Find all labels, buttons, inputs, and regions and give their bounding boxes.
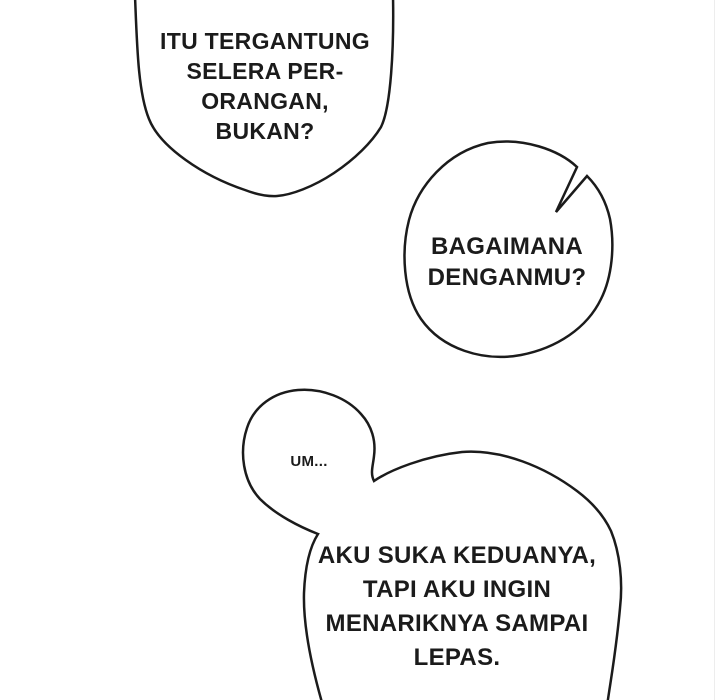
speech-bubble-2-text [402,231,612,293]
speech-text-line: TAPI AKU INGIN [362,576,552,603]
speech-bubble-1-text [110,26,420,146]
speech-text-line: LEPAS. [413,644,501,671]
speech-text-line: UM... [290,453,328,470]
speech-text-line: ORANGAN, [201,88,329,114]
speech-text-line: SELERA PER- [186,58,344,84]
page-edge-line [714,0,715,700]
speech-text-line: ITU TERGANTUNG [160,28,370,54]
speech-bubble-um-text [277,453,341,471]
speech-text-line: DENGANMU? [427,264,587,291]
speech-text-line: BUKAN? [215,118,315,144]
speech-text-line: MENARIKNYA SAMPAI [325,610,589,637]
speech-text-line: AKU SUKA KEDUANYA, [317,542,597,569]
speech-text-line: BAGAIMANA [430,233,584,260]
speech-bubble-3-text [285,539,629,675]
